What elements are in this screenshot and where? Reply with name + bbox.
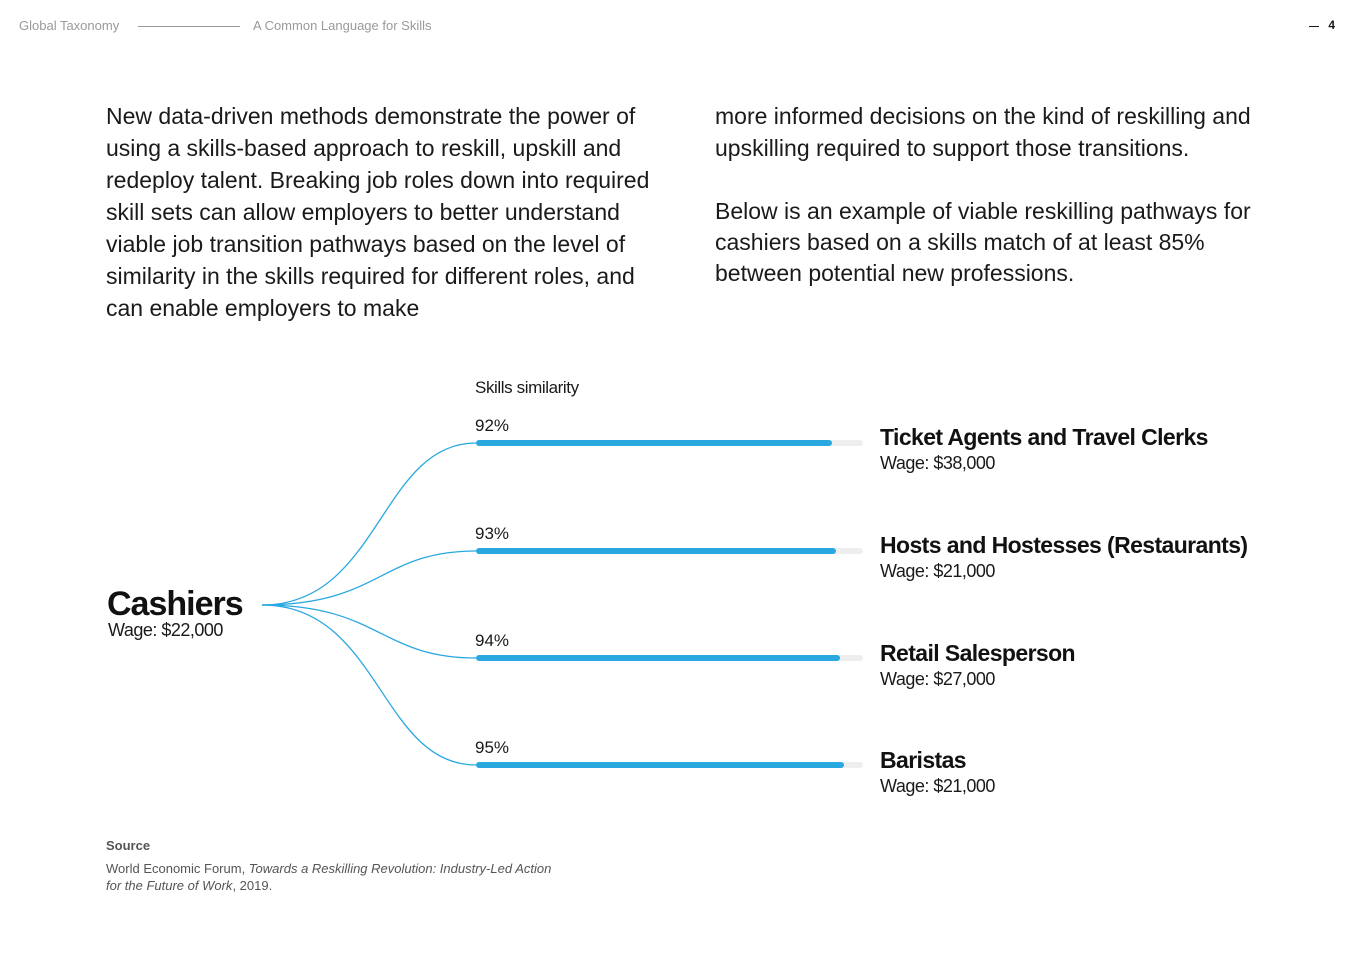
- body-column-1: New data-driven methods demonstrate the power of using a skills-based approach to reskill, upskill and redeploy talent. Breaking job roles down into required skill sets can allow employers to better understand viable job transition pathways based on the level of similarity in the skills required for different roles, and can enable employers to make: [106, 103, 650, 321]
- connector-curve-3: [262, 605, 476, 658]
- connector-curve-1: [262, 443, 476, 605]
- target-job-wage: Wage: $27,000: [880, 669, 995, 689]
- similarity-bar-fill: [476, 440, 832, 446]
- source-citation-suffix: , 2019.: [232, 878, 273, 893]
- header-document-title: A Common Language for Skills: [253, 18, 432, 33]
- similarity-bar-track: [476, 440, 863, 446]
- target-job-name: Baristas: [880, 747, 966, 773]
- similarity-bar-fill: [476, 548, 836, 554]
- similarity-bar-fill: [476, 762, 844, 768]
- source-citation: [106, 860, 566, 894]
- similarity-bar-track: [476, 655, 863, 661]
- target-job-wage: Wage: $21,000: [880, 561, 995, 581]
- target-job-name: Ticket Agents and Travel Clerks: [880, 424, 1208, 450]
- target-job-name: Hosts and Hostesses (Restaurants): [880, 532, 1248, 558]
- target-job-name: Retail Salesperson: [880, 640, 1076, 666]
- similarity-bar-track: [476, 762, 863, 768]
- similarity-label: 92%: [475, 416, 510, 435]
- similarity-label: 94%: [475, 631, 510, 650]
- target-job-wage: Wage: $38,000: [880, 453, 995, 473]
- source-heading: Source: [106, 838, 151, 853]
- header-section-title: Global Taxonomy: [19, 18, 120, 33]
- similarity-bar-fill: [476, 655, 840, 661]
- target-job-wage: Wage: $21,000: [880, 776, 995, 796]
- body-column-2-paragraph-2: Below is an example of viable reskilling pathways for cashiers based on a skills match of at least 85% between potential new professions.: [715, 198, 1251, 286]
- similarity-label: 95%: [475, 738, 510, 757]
- source-citation-title: Towards a Reskilling Revolution: Industry-Led Action for the Future of Work: [106, 861, 552, 893]
- source-job-wage: Wage: $22,000: [108, 620, 223, 640]
- connector-curve-2: [262, 551, 476, 605]
- body-column-2-paragraph-1: more informed decisions on the kind of reskilling and upskilling required to support those transitions.: [715, 103, 1251, 161]
- similarity-bar-track: [476, 548, 863, 554]
- diagram-title: Skills similarity: [475, 378, 579, 397]
- connector-curve-4: [262, 605, 476, 765]
- source-job-name: Cashiers: [107, 585, 243, 623]
- source-citation-prefix: World Economic Forum,: [106, 861, 249, 876]
- page-number: 4: [1328, 18, 1335, 32]
- similarity-label: 93%: [475, 524, 510, 543]
